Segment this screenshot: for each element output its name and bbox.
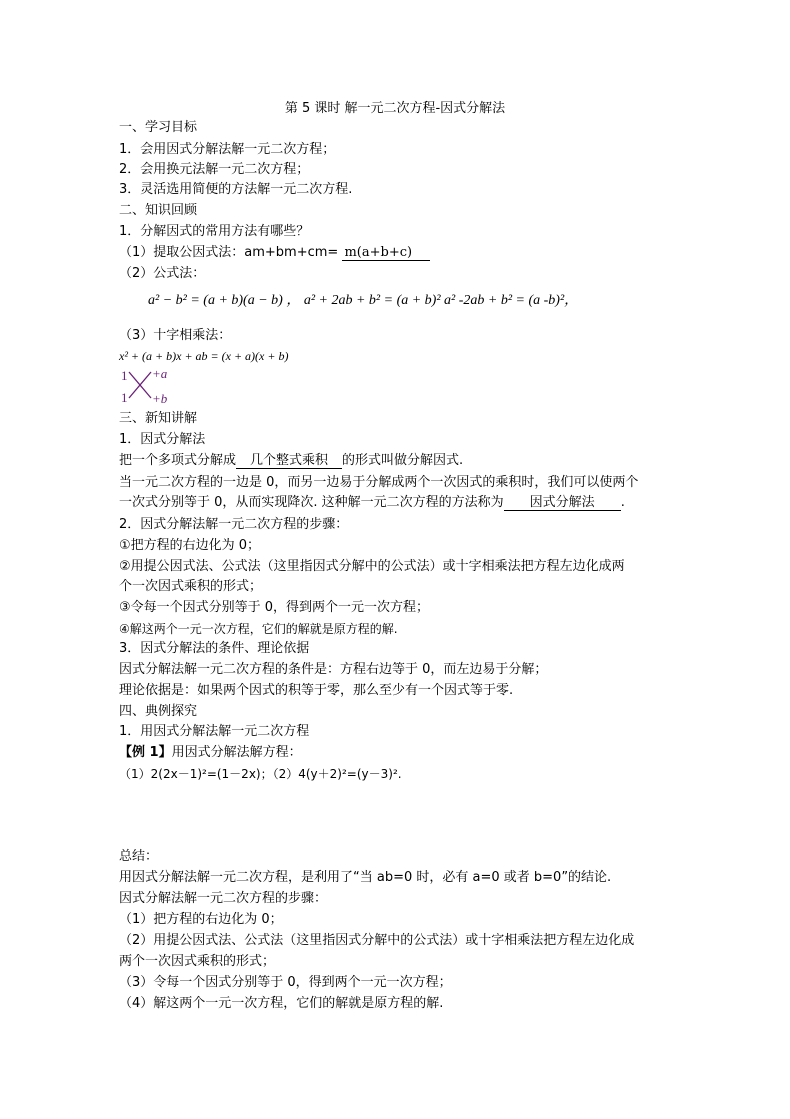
method-desc-line-2 <box>119 494 625 512</box>
summary-line-1: 用因式分解法解一元二次方程，是利用了“当 ab=0 时，必有 a=0 或者 b=0”的结论. <box>119 870 612 885</box>
cross-right-top: +a <box>152 366 168 381</box>
goal-item-1: 1．会用因式分解法解一元二次方程； <box>119 142 336 157</box>
example-1-prompt <box>119 744 302 762</box>
basis-text: 理论依据是：如果两个因式的积等于零，那么至少有一个因式等于零. <box>119 683 514 698</box>
summary-line-6: （3）令每一个因式分别等于 0，得到两个一元一次方程； <box>119 975 452 990</box>
definition-prefix: 把一个多项式分解成 <box>119 453 237 468</box>
method-formula-label: （2）公式法： <box>119 266 206 281</box>
summary-line-5: 两个一次因式乘积的形式； <box>119 954 276 969</box>
goal-item-3: 3．灵活选用简便的方法解一元二次方程. <box>119 182 353 197</box>
step-2: ②用提公因式法、公式法（这里指因式分解中的公式法）或十字相乘法把方程左边化成两 <box>119 559 625 574</box>
step-4: ④解这两个一元一次方程，它们的解就是原方程的解. <box>119 622 398 636</box>
section-heading-examples: 四、典例探究 <box>119 704 198 719</box>
subheading-factoring: 1．因式分解法 <box>119 432 206 447</box>
formula-line <box>148 292 578 310</box>
subheading-example-type: 1．用因式分解法解一元二次方程 <box>119 724 310 739</box>
method-desc-prefix: 一次式分别等于 0，从而实现降次. 这种解一元二次方程的方法称为 <box>119 495 504 510</box>
method-name-answer: 因式分解法 <box>504 495 621 511</box>
summary-line-7: （4）解这两个一元一次方程，它们的解就是原方程的解. <box>119 996 444 1011</box>
subheading-conditions: 3．因式分解法的条件、理论依据 <box>119 641 310 656</box>
example-1-equations: （1）2(2x－1)²=(1－2x)；（2）4(y＋2)²=(y－3)². <box>119 767 402 781</box>
cross-left-bottom: 1 <box>121 390 128 405</box>
summary-heading: 总结： <box>119 849 159 864</box>
cross-multiplication-diagram <box>119 366 179 406</box>
method-common-factor-answer: m(a+b+c) <box>342 245 430 261</box>
formula-text: a² − b² = (a + b)(a − b) ， a² + 2ab + b² = (a + b)² a² -2ab + b² = (a -b)²， <box>148 293 579 308</box>
goal-item-2: 2．会用换元法解一元二次方程； <box>119 162 310 177</box>
step-1: ①把方程的右边化为 0； <box>119 538 261 553</box>
definition-answer: 几个整式乘积 <box>236 453 342 469</box>
example-1-text: 用因式分解法解方程： <box>171 745 302 760</box>
condition-text: 因式分解法解一元二次方程的条件是：方程右边等于 0，而左边易于分解； <box>119 662 548 677</box>
method-desc-suffix: . <box>620 495 625 510</box>
section-heading-new: 三、新知讲解 <box>119 411 198 426</box>
definition-suffix: 的形式叫做分解因式. <box>342 453 464 468</box>
cross-right-bottom: +b <box>152 391 168 406</box>
section-heading-goals: 一、学习目标 <box>119 120 198 135</box>
page-title: 第 5 课时 解一元二次方程-因式分解法 <box>284 101 506 116</box>
summary-line-3: （1）把方程的右边化为 0； <box>119 912 283 927</box>
method-common-factor <box>119 244 430 262</box>
definition-line <box>119 452 463 470</box>
method-cross-label: （3）十字相乘法： <box>119 328 232 343</box>
method-common-factor-label: （1）提取公因式法：am+bm+cm= <box>119 245 339 260</box>
step-2-cont: 个一次因式乘积的形式； <box>119 579 263 594</box>
summary-line-4: （2）用提公因式法、公式法（这里指因式分解中的公式法）或十字相乘法把方程左边化成 <box>119 933 635 948</box>
example-1-label: 【例 1】 <box>119 745 172 760</box>
review-question: 1．分解因式的常用方法有哪些？ <box>119 224 310 239</box>
method-desc-line-1: 当一元二次方程的一边是 0，而另一边易于分解成两个一次因式的乘积时，我们可以使两个 <box>119 475 639 490</box>
section-heading-review: 二、知识回顾 <box>119 203 198 218</box>
summary-line-2: 因式分解法解一元二次方程的步骤： <box>119 891 328 906</box>
subheading-steps: 2．因式分解法解一元二次方程的步骤： <box>119 517 349 532</box>
cross-left-top: 1 <box>121 368 128 383</box>
step-3: ③令每一个因式分别等于 0，得到两个一元一次方程； <box>119 600 430 615</box>
cross-formula: x² + (a + b)x + ab = (x + a)(x + b) <box>119 349 289 363</box>
